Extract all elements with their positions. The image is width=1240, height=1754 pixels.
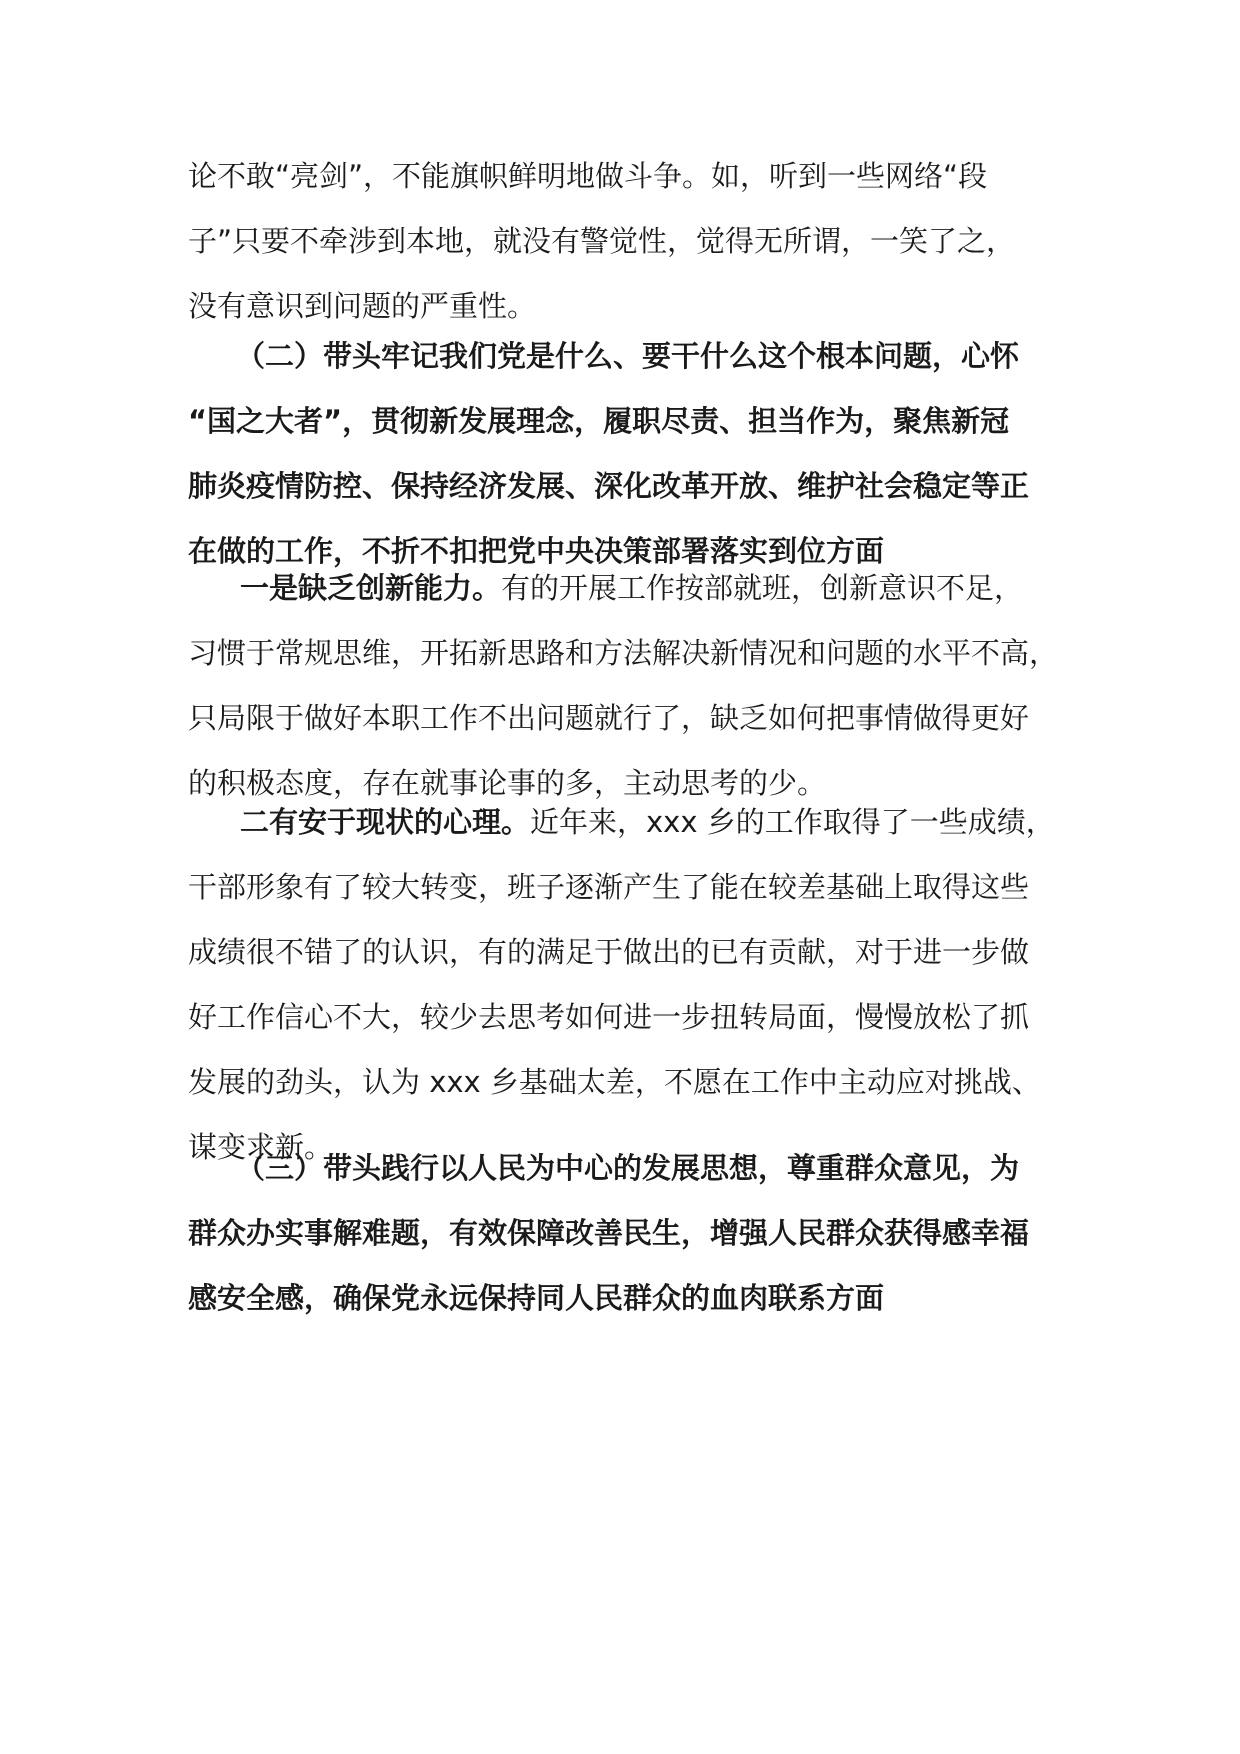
- text-line: 成绩很不错了的认识，有的满足于做出的已有贡献，对于进一步做: [188, 935, 1030, 969]
- section-heading-3: [188, 1136, 1068, 1331]
- text-run: 有的开展工作按部就班，创新意识不足，: [501, 571, 1024, 605]
- heading-line: 群众办实事解难题，有效保障改善民生，增强人民群众获得感幸福: [188, 1216, 1030, 1250]
- text-line: 没有意识到问题的严重性。: [188, 289, 537, 323]
- paragraph-point-2: [188, 790, 1068, 1180]
- text-line: 只局限于做好本职工作不出问题就行了，缺乏如何把事情做得更好: [188, 701, 1030, 735]
- heading-line: 肺炎疫情防控、保持经济发展、深化改革开放、维护社会稳定等正: [188, 469, 1030, 503]
- text-line: 好工作信心不大，较少去思考如何进一步扭转局面，慢慢放松了抓: [188, 1000, 1030, 1034]
- text-line: 发展的劲头，认为 xxx 乡基础太差，不愿在工作中主动应对挑战、: [188, 1065, 1041, 1099]
- text-line: 习惯于常规思维，开拓新思路和方法解决新情况和问题的水平不高，: [188, 636, 1059, 670]
- text-line: 子”只要不牵涉到本地，就没有警觉性，觉得无所谓，一笑了之，: [188, 224, 1016, 258]
- heading-line: “国之大者”，贯彻新发展理念，履职尽责、担当作为，聚焦新冠: [188, 404, 1010, 438]
- text-line: 论不敢“亮剑”，不能旗帜鲜明地做斗争。如，听到一些网络“段: [188, 159, 988, 193]
- point-lead: 一是缺乏创新能力。: [240, 571, 502, 605]
- heading-line: （三）带头践行以人民为中心的发展思想，尊重群众意见，为: [236, 1151, 1020, 1185]
- heading-line: 感安全感，确保党永远保持同人民群众的血肉联系方面: [188, 1281, 885, 1315]
- text-line: 谋变求新。: [188, 1130, 334, 1164]
- text-line: [188, 790, 1068, 855]
- point-lead: 二有安于现状的心理。: [240, 805, 531, 839]
- heading-line: 在做的工作，不折不扣把党中央决策部署落实到位方面: [188, 534, 885, 568]
- heading-line: （二）带头牢记我们党是什么、要干什么这个根本问题，心怀: [236, 339, 1020, 373]
- text-run: 近年来，xxx 乡的工作取得了一些成绩，: [530, 805, 1055, 839]
- text-line: 的积极态度，存在就事论事的多，主动思考的少。: [188, 766, 827, 800]
- paragraph-point-1: [188, 556, 1068, 816]
- text-line: [188, 556, 1068, 621]
- text-line: 干部形象有了较大转变，班子逐渐产生了能在较差基础上取得这些: [188, 870, 1030, 904]
- paragraph-continuation: [188, 144, 1068, 339]
- section-heading-2: [188, 324, 1068, 584]
